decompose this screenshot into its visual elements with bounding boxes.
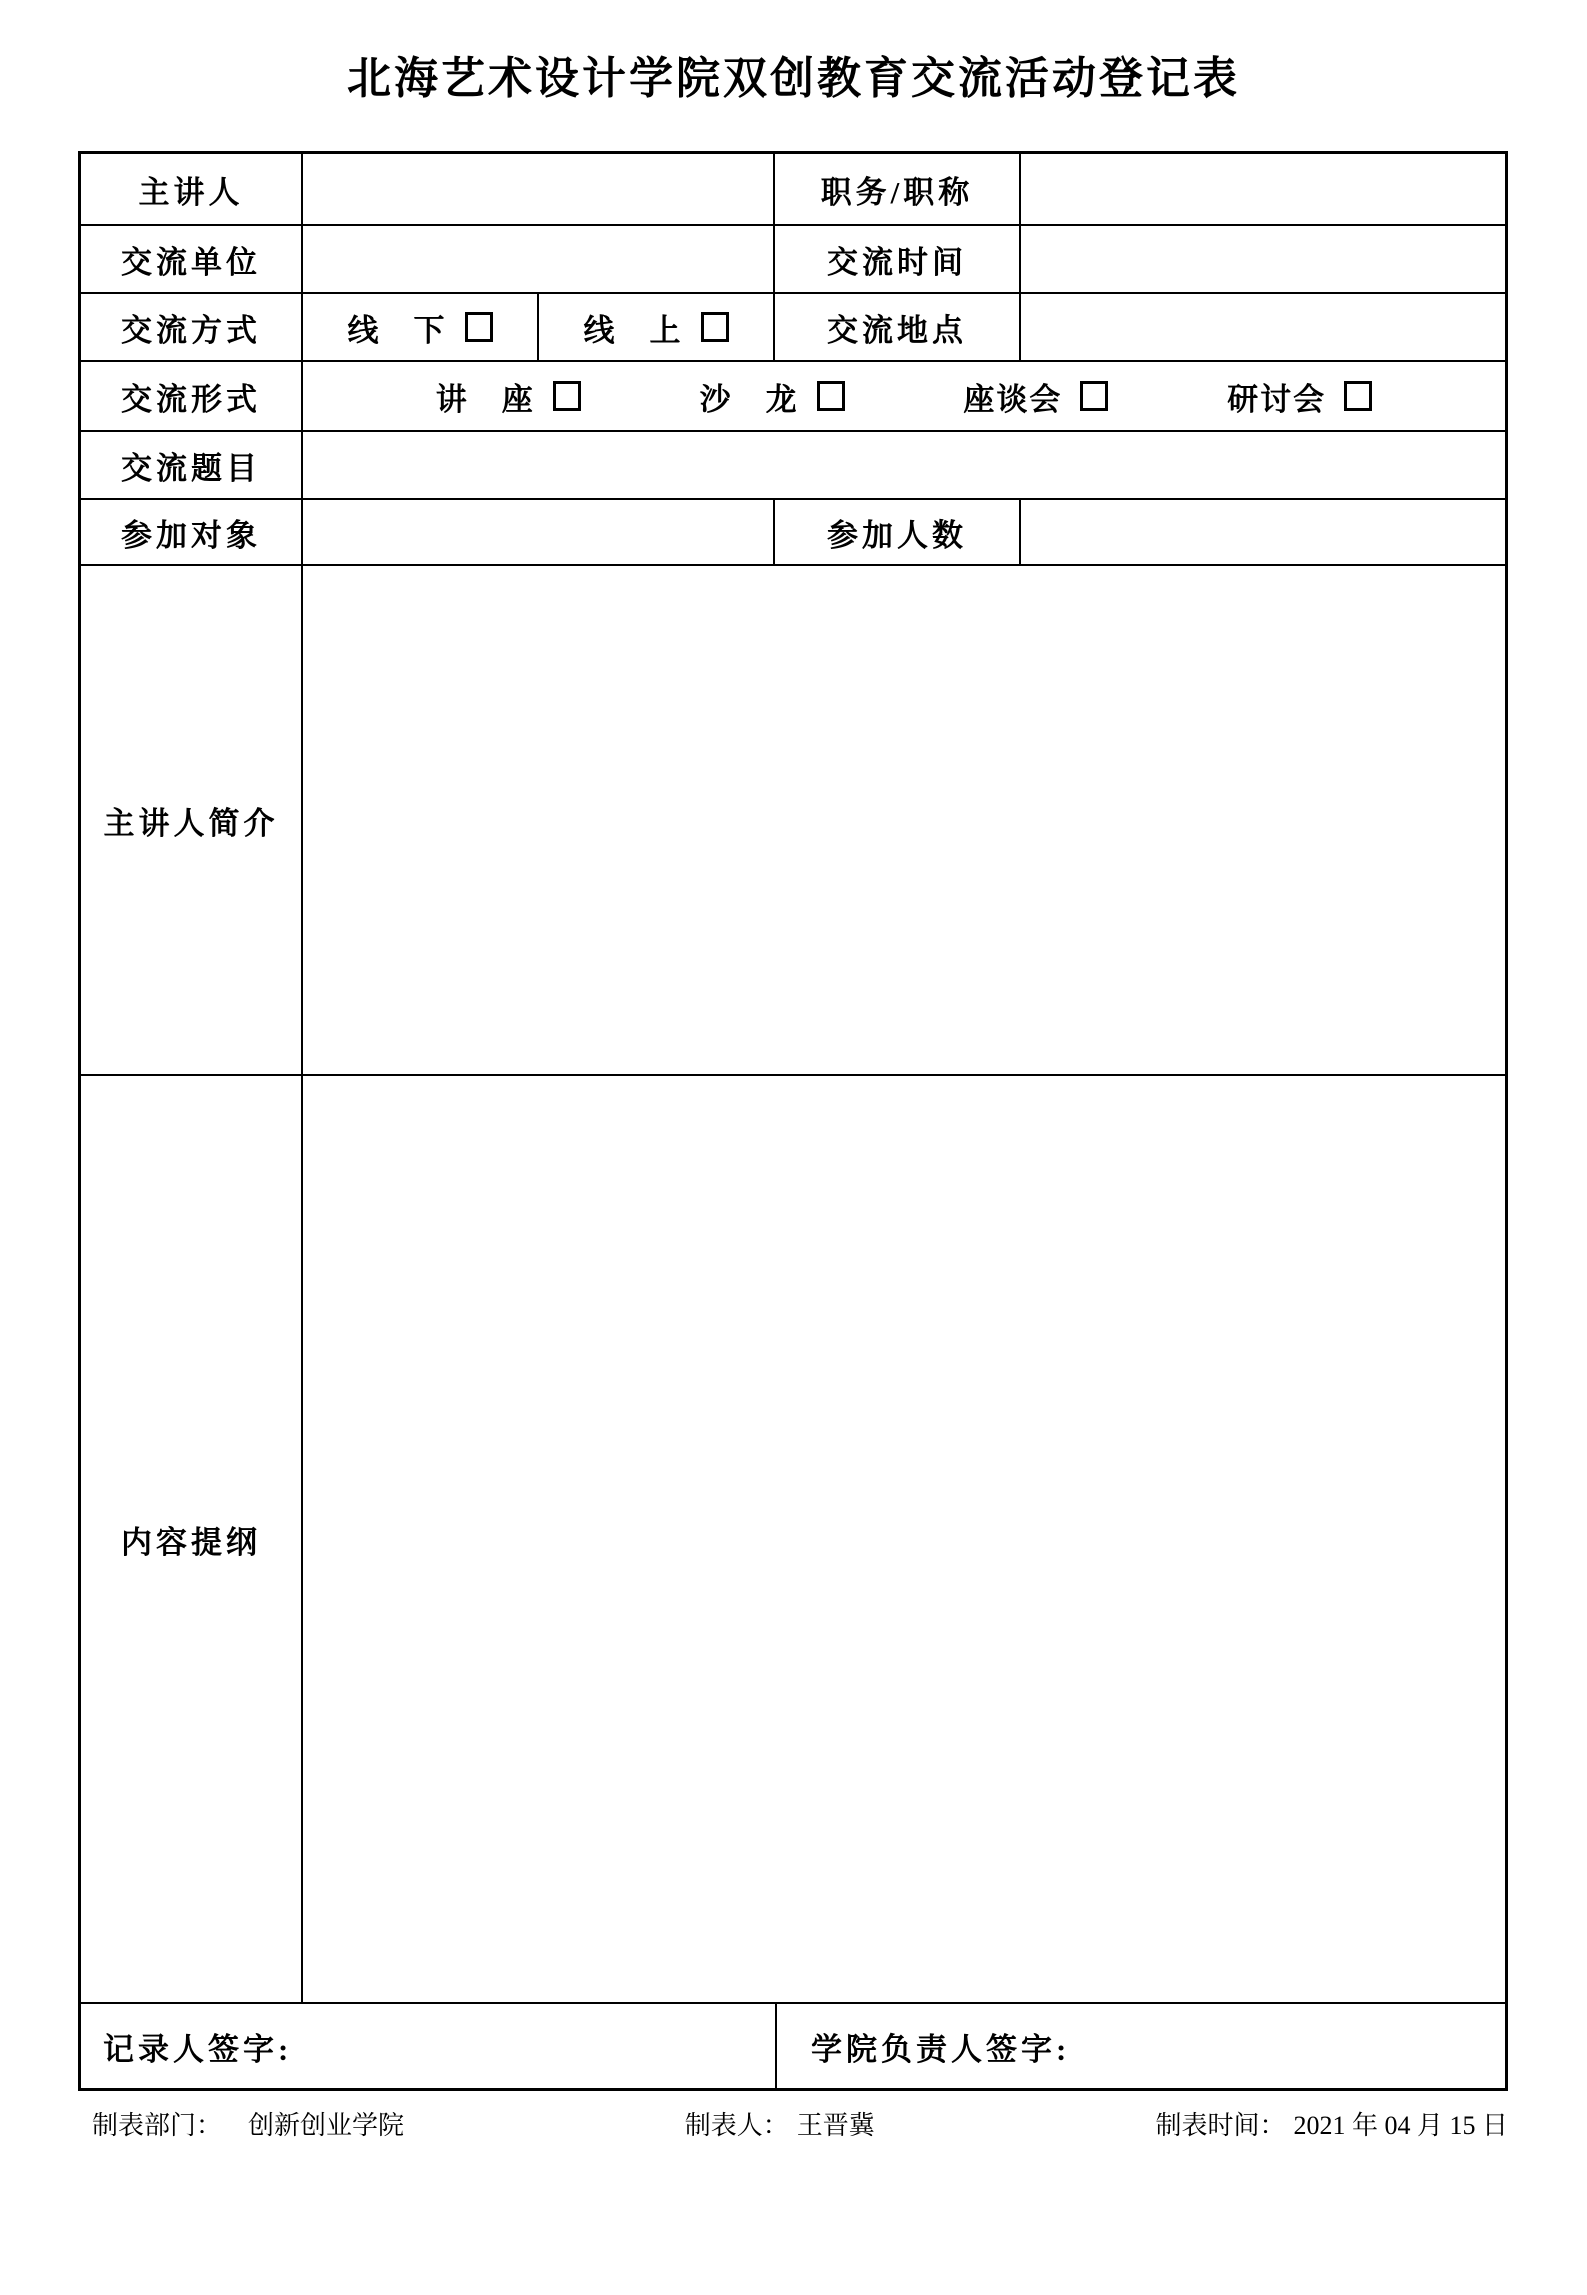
row-outline — [81, 1076, 1505, 2004]
bio-label: 主讲人简介 — [103, 805, 279, 841]
registration-form-table — [78, 151, 1508, 2091]
method-label-cell — [81, 294, 303, 360]
format-label-cell — [81, 362, 303, 430]
time-label: 交流时间 — [827, 244, 967, 280]
speaker-label: 主讲人 — [138, 174, 244, 210]
salon-option — [700, 374, 845, 419]
time-label-cell — [775, 226, 1021, 292]
footer-maker-label: 制表人： — [684, 2111, 789, 2141]
row-method — [81, 294, 1505, 362]
symposium-option — [963, 374, 1108, 419]
position-label: 职务/职称 — [820, 174, 974, 210]
time-input[interactable] — [1021, 226, 1505, 292]
offline-option-label: 线 下 — [347, 312, 447, 348]
location-label: 交流地点 — [827, 312, 967, 348]
method-online-cell — [539, 294, 775, 360]
salon-option-label: 沙 龙 — [699, 381, 799, 417]
count-label-cell — [775, 500, 1021, 564]
format-label: 交流形式 — [121, 381, 261, 417]
unit-label-cell — [81, 226, 303, 292]
lecture-option-label: 讲 座 — [435, 381, 535, 417]
row-audience — [81, 500, 1505, 566]
online-option — [584, 305, 729, 350]
symposium-checkbox[interactable] — [1080, 381, 1108, 411]
row-speaker — [81, 154, 1505, 226]
bio-label-cell — [81, 566, 303, 1074]
salon-checkbox[interactable] — [817, 381, 845, 411]
topic-label: 交流题目 — [121, 450, 261, 486]
recorder-signature-label: 记录人签字: — [103, 2031, 293, 2067]
format-options-cell — [303, 362, 1505, 430]
footer-date-label: 制表时间： — [1155, 2111, 1286, 2141]
symposium-option-label: 座谈会 — [963, 381, 1063, 417]
seminar-checkbox[interactable] — [1344, 381, 1372, 411]
speaker-input[interactable] — [303, 154, 775, 224]
unit-input[interactable] — [303, 226, 775, 292]
outline-label: 内容提纲 — [121, 1524, 261, 1560]
outline-input[interactable] — [303, 1076, 1505, 2002]
speaker-label-cell — [81, 154, 303, 224]
count-label: 参加人数 — [827, 517, 967, 553]
footer-maker-value: 王晋冀 — [796, 2111, 875, 2141]
method-offline-cell — [303, 294, 539, 360]
row-bio — [81, 566, 1505, 1076]
lecture-checkbox[interactable] — [553, 381, 581, 411]
bio-input[interactable] — [303, 566, 1505, 1074]
topic-input[interactable] — [303, 432, 1505, 498]
online-checkbox[interactable] — [701, 312, 729, 342]
footer-dept — [92, 2105, 404, 2142]
topic-label-cell — [81, 432, 303, 498]
row-unit — [81, 226, 1505, 294]
location-label-cell — [775, 294, 1021, 360]
seminar-option-label: 研讨会 — [1227, 381, 1327, 417]
audience-label: 参加对象 — [121, 517, 261, 553]
position-label-cell — [775, 154, 1021, 224]
row-signatures — [81, 2004, 1505, 2088]
footer-maker — [685, 2105, 875, 2142]
lecture-option — [436, 374, 581, 419]
footer-date — [1155, 2105, 1508, 2142]
count-input[interactable] — [1021, 500, 1505, 564]
head-signature-area[interactable] — [777, 2004, 1505, 2088]
outline-label-cell — [81, 1076, 303, 2002]
footer-dept-label: 制表部门： — [92, 2111, 223, 2141]
online-option-label: 线 上 — [583, 312, 683, 348]
offline-checkbox[interactable] — [465, 312, 493, 342]
position-input[interactable] — [1021, 154, 1505, 224]
audience-label-cell — [81, 500, 303, 564]
location-input[interactable] — [1021, 294, 1505, 360]
recorder-signature-area[interactable] — [81, 2004, 777, 2088]
audience-input[interactable] — [303, 500, 775, 564]
row-topic — [81, 432, 1505, 500]
head-signature-label: 学院负责人签字: — [811, 2031, 1071, 2067]
offline-option — [348, 305, 493, 350]
row-format — [81, 362, 1505, 432]
page-footer — [78, 2105, 1508, 2142]
footer-date-value: 2021 年 04 月 15 日 — [1293, 2111, 1508, 2141]
method-label: 交流方式 — [121, 312, 261, 348]
page-title: 北海艺术设计学院双创教育交流活动登记表 — [347, 54, 1240, 103]
seminar-option — [1227, 374, 1372, 419]
unit-label: 交流单位 — [121, 244, 261, 280]
footer-dept-value: 创新创业学院 — [248, 2111, 405, 2141]
